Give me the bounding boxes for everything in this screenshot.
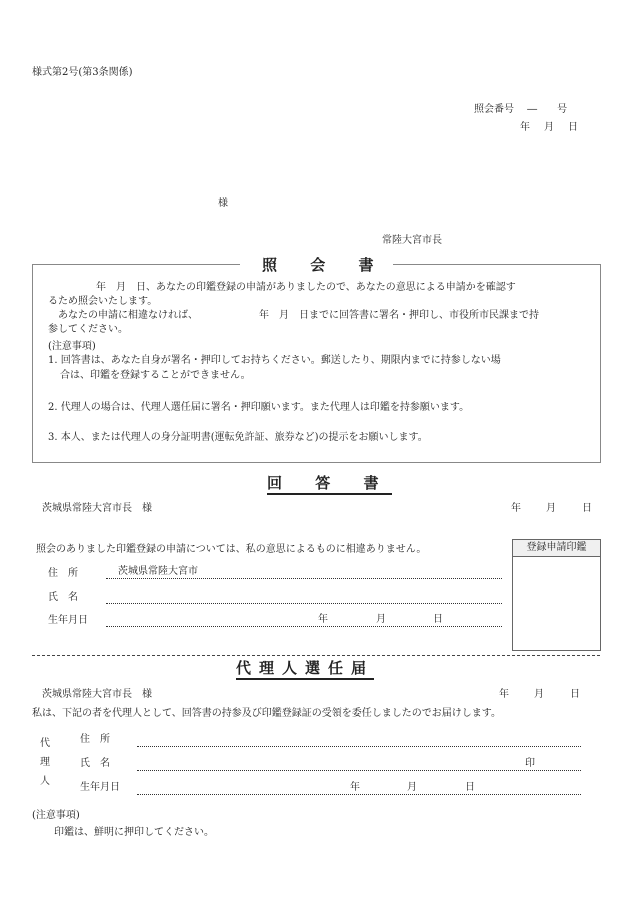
- reply-addressee: 茨城県常陸大宮市長 様: [42, 503, 152, 514]
- form-label: 様式第2号(第3条関係): [32, 67, 133, 78]
- proxy-name-line[interactable]: [137, 758, 581, 771]
- proxy-birth-month: 月: [407, 782, 417, 793]
- reply-birth-year: 年: [318, 614, 328, 625]
- addressee-suffix: 様: [218, 198, 228, 209]
- reply-statement: 照会のありました印鑑登録の申請については、私の意思によるものに相違ありません。: [36, 544, 427, 555]
- seal-box: [512, 539, 601, 651]
- reply-day: 日: [582, 503, 592, 514]
- inquiry-line-2: るため照会いたします。: [48, 296, 158, 307]
- inquiry-title: 照 会 書: [240, 256, 393, 275]
- inquiry-line-3a: あなたの申請に相違なければ、: [58, 310, 198, 321]
- proxy-name-label: 氏 名: [80, 758, 110, 769]
- footer-note: 印鑑は、鮮明に押印してください。: [54, 827, 214, 838]
- reference-number: 照会番号 ― 号: [474, 104, 568, 115]
- proxy-title: 代理人選任届: [236, 659, 374, 680]
- proxy-side-3: 人: [40, 776, 50, 787]
- proxy-year: 年: [499, 689, 509, 700]
- reply-title: 回 答 書: [267, 474, 392, 495]
- inquiry-note-3: 3. 本人、または代理人の身分証明書(運転免許証、旅券など)の提示をお願いします。: [48, 432, 428, 443]
- proxy-statement: 私は、下記の者を代理人として、回答書の持参及び印鑑登録証の受領を委任しましたのでお届けします。: [32, 708, 501, 719]
- reply-year: 年: [511, 503, 521, 514]
- section-divider: [32, 655, 600, 656]
- proxy-birth-year: 年: [350, 782, 360, 793]
- inquiry-notes-heading: (注意事項): [48, 341, 96, 352]
- reply-name-label: 氏 名: [48, 592, 78, 603]
- reply-name-line[interactable]: [106, 591, 502, 604]
- reply-birth-label: 生年月日: [48, 615, 88, 626]
- inquiry-line-3b: 年 月 日までに回答書に署名・押印し、市役所市民課まで持: [259, 310, 539, 321]
- reply-birth-day: 日: [433, 614, 443, 625]
- inquiry-note-1b: 合は、印鑑を登録することができません。: [60, 370, 251, 381]
- footer-notes-heading: (注意事項): [32, 810, 80, 821]
- proxy-side-2: 理: [40, 757, 50, 768]
- sender-name: 常陸大宮市長: [382, 235, 442, 246]
- proxy-side-1: 代: [40, 738, 50, 749]
- proxy-day: 日: [570, 689, 580, 700]
- inquiry-note-1a: 1. 回答書は、あなた自身が署名・押印してお持ちください。郵送したり、期限内までに持参しない場: [48, 355, 501, 366]
- reply-month: 月: [546, 503, 556, 514]
- proxy-birth-label: 生年月日: [80, 782, 120, 793]
- issue-date: 年 月 日: [520, 122, 580, 133]
- inquiry-line-1: 年 月 日、あなたの印鑑登録の申請がありましたので、あなたの意思による申請かを確認す: [96, 282, 516, 293]
- reply-address-label: 住 所: [48, 568, 78, 579]
- proxy-address-label: 住 所: [80, 734, 110, 745]
- proxy-month: 月: [534, 689, 544, 700]
- proxy-birth-day: 日: [465, 782, 475, 793]
- proxy-addressee: 茨城県常陸大宮市長 様: [42, 689, 152, 700]
- reply-address-value: 茨城県常陸大宮市: [118, 566, 198, 577]
- seal-box-label: 登録申請印鑑: [513, 540, 600, 557]
- inquiry-note-2: 2. 代理人の場合は、代理人選任届に署名・押印願います。また代理人は印鑑を持参願います。: [48, 402, 470, 413]
- inquiry-line-4: 参してください。: [48, 324, 128, 335]
- reply-birth-month: 月: [376, 614, 386, 625]
- proxy-seal-mark: 印: [525, 758, 535, 769]
- proxy-address-line[interactable]: [137, 734, 581, 747]
